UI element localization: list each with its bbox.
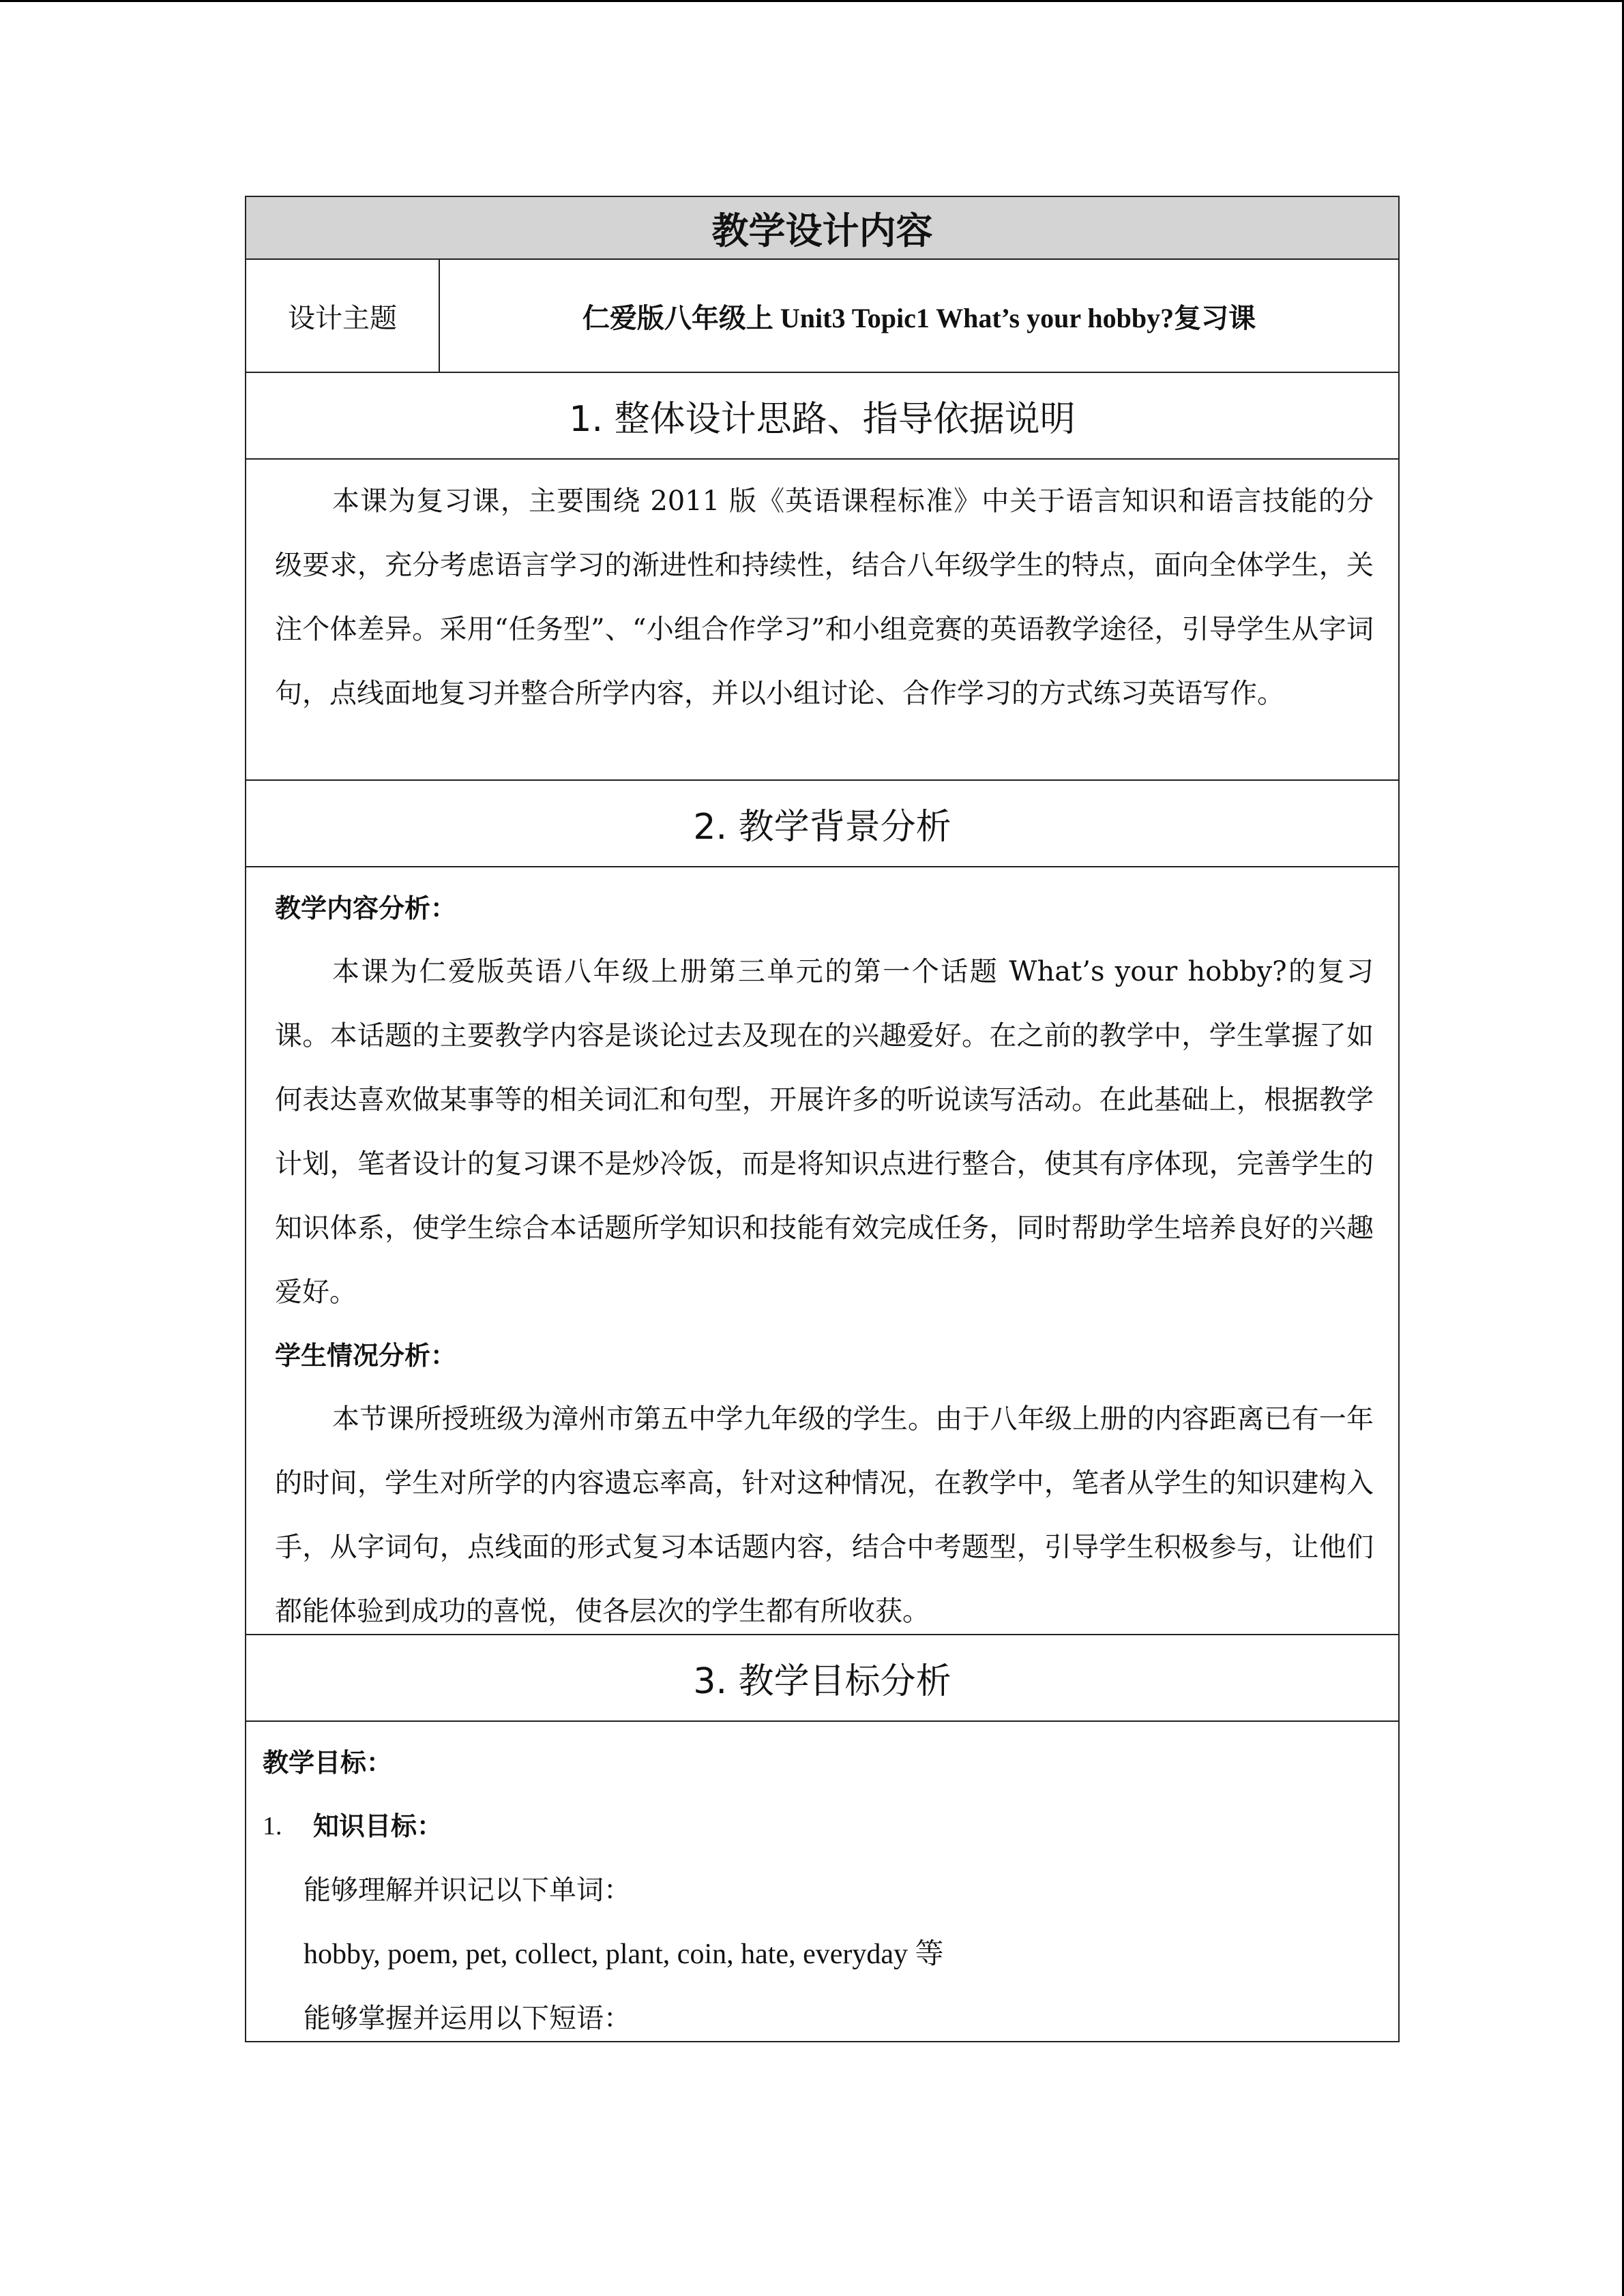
section-heading-background-analysis: 2. 教学背景分析 [246, 781, 1398, 867]
section-body-objectives [246, 1722, 1398, 2041]
list-item-knowledge-goal [263, 1794, 1374, 1858]
page-edge-top [0, 0, 1624, 2]
list-number: 1. [263, 1812, 282, 1840]
topic-row [246, 260, 1398, 373]
section-body-design-rationale [246, 460, 1398, 781]
phrases-intro: 能够掌握并运用以下短语： [304, 2003, 631, 2034]
goals-label: 教学目标： [263, 1748, 393, 1778]
list-label: 知识目标： [313, 1811, 443, 1841]
paragraph: 本课为复习课，主要围绕 2011 版《英语课程标准》中关于语言知识和语言技能的分级要求，充分考虑语言学习的渐进性和持续性，结合八年级学生的特点，面向全体学生，关注个体差异。采用“任务型”、“小组合作学习”和小组竞赛的英语教学途径，引导学生从字词句，点线面地复习并整合所学内容，并以小组讨论、合作学习的方式练习英语写作。 [275, 486, 1374, 709]
content-analysis-text: 本课为仁爱版英语八年级上册第三单元的第一个话题 What’s your hobby?的复习课。本话题的主要教学内容是谈论过去及现在的兴趣爱好。在之前的教学中，学生掌握了如何表达喜欢做某事等的相关词汇和句型，开展许多的听说读写活动。在此基础上，根据教学计划，笔者设计的复习课不是炒冷饭，而是将知识点进行整合，使其有序体现，完善学生的知识体系，使学生综合本话题所学知识和技能有效完成任务，同时帮助学生培养良好的兴趣爱好。 [275, 956, 1374, 1308]
content-analysis-label: 教学内容分析： [275, 893, 457, 923]
student-analysis-label: 学生情况分析： [275, 1341, 457, 1371]
words-list: hobby, poem, pet, collect, plant, coin, hate, everyday 等 [304, 1939, 944, 1970]
lesson-design-table [245, 196, 1400, 2042]
words-intro: 能够理解并识记以下单词： [304, 1875, 631, 1906]
table-title: 教学设计内容 [246, 197, 1398, 260]
topic-value: 仁爱版八年级上 Unit3 Topic1 What’s your hobby?复习课 [582, 302, 1256, 333]
section-heading-objectives: 3. 教学目标分析 [246, 1635, 1398, 1722]
topic-label: 设计主题 [246, 260, 440, 372]
section-heading-design-rationale: 1. 整体设计思路、指导依据说明 [246, 373, 1398, 460]
section-body-background-analysis [246, 867, 1398, 1635]
student-analysis-text: 本节课所授班级为漳州市第五中学九年级的学生。由于八年级上册的内容距离已有一年的时间，学生对所学的内容遗忘率高，针对这种情况，在教学中，笔者从学生的知识建构入手，从字词句，点线面的形式复习本话题内容，结合中考题型，引导学生积极参与，让他们都能体验到成功的喜悦，使各层次的学生都有所收获。 [275, 1403, 1374, 1627]
